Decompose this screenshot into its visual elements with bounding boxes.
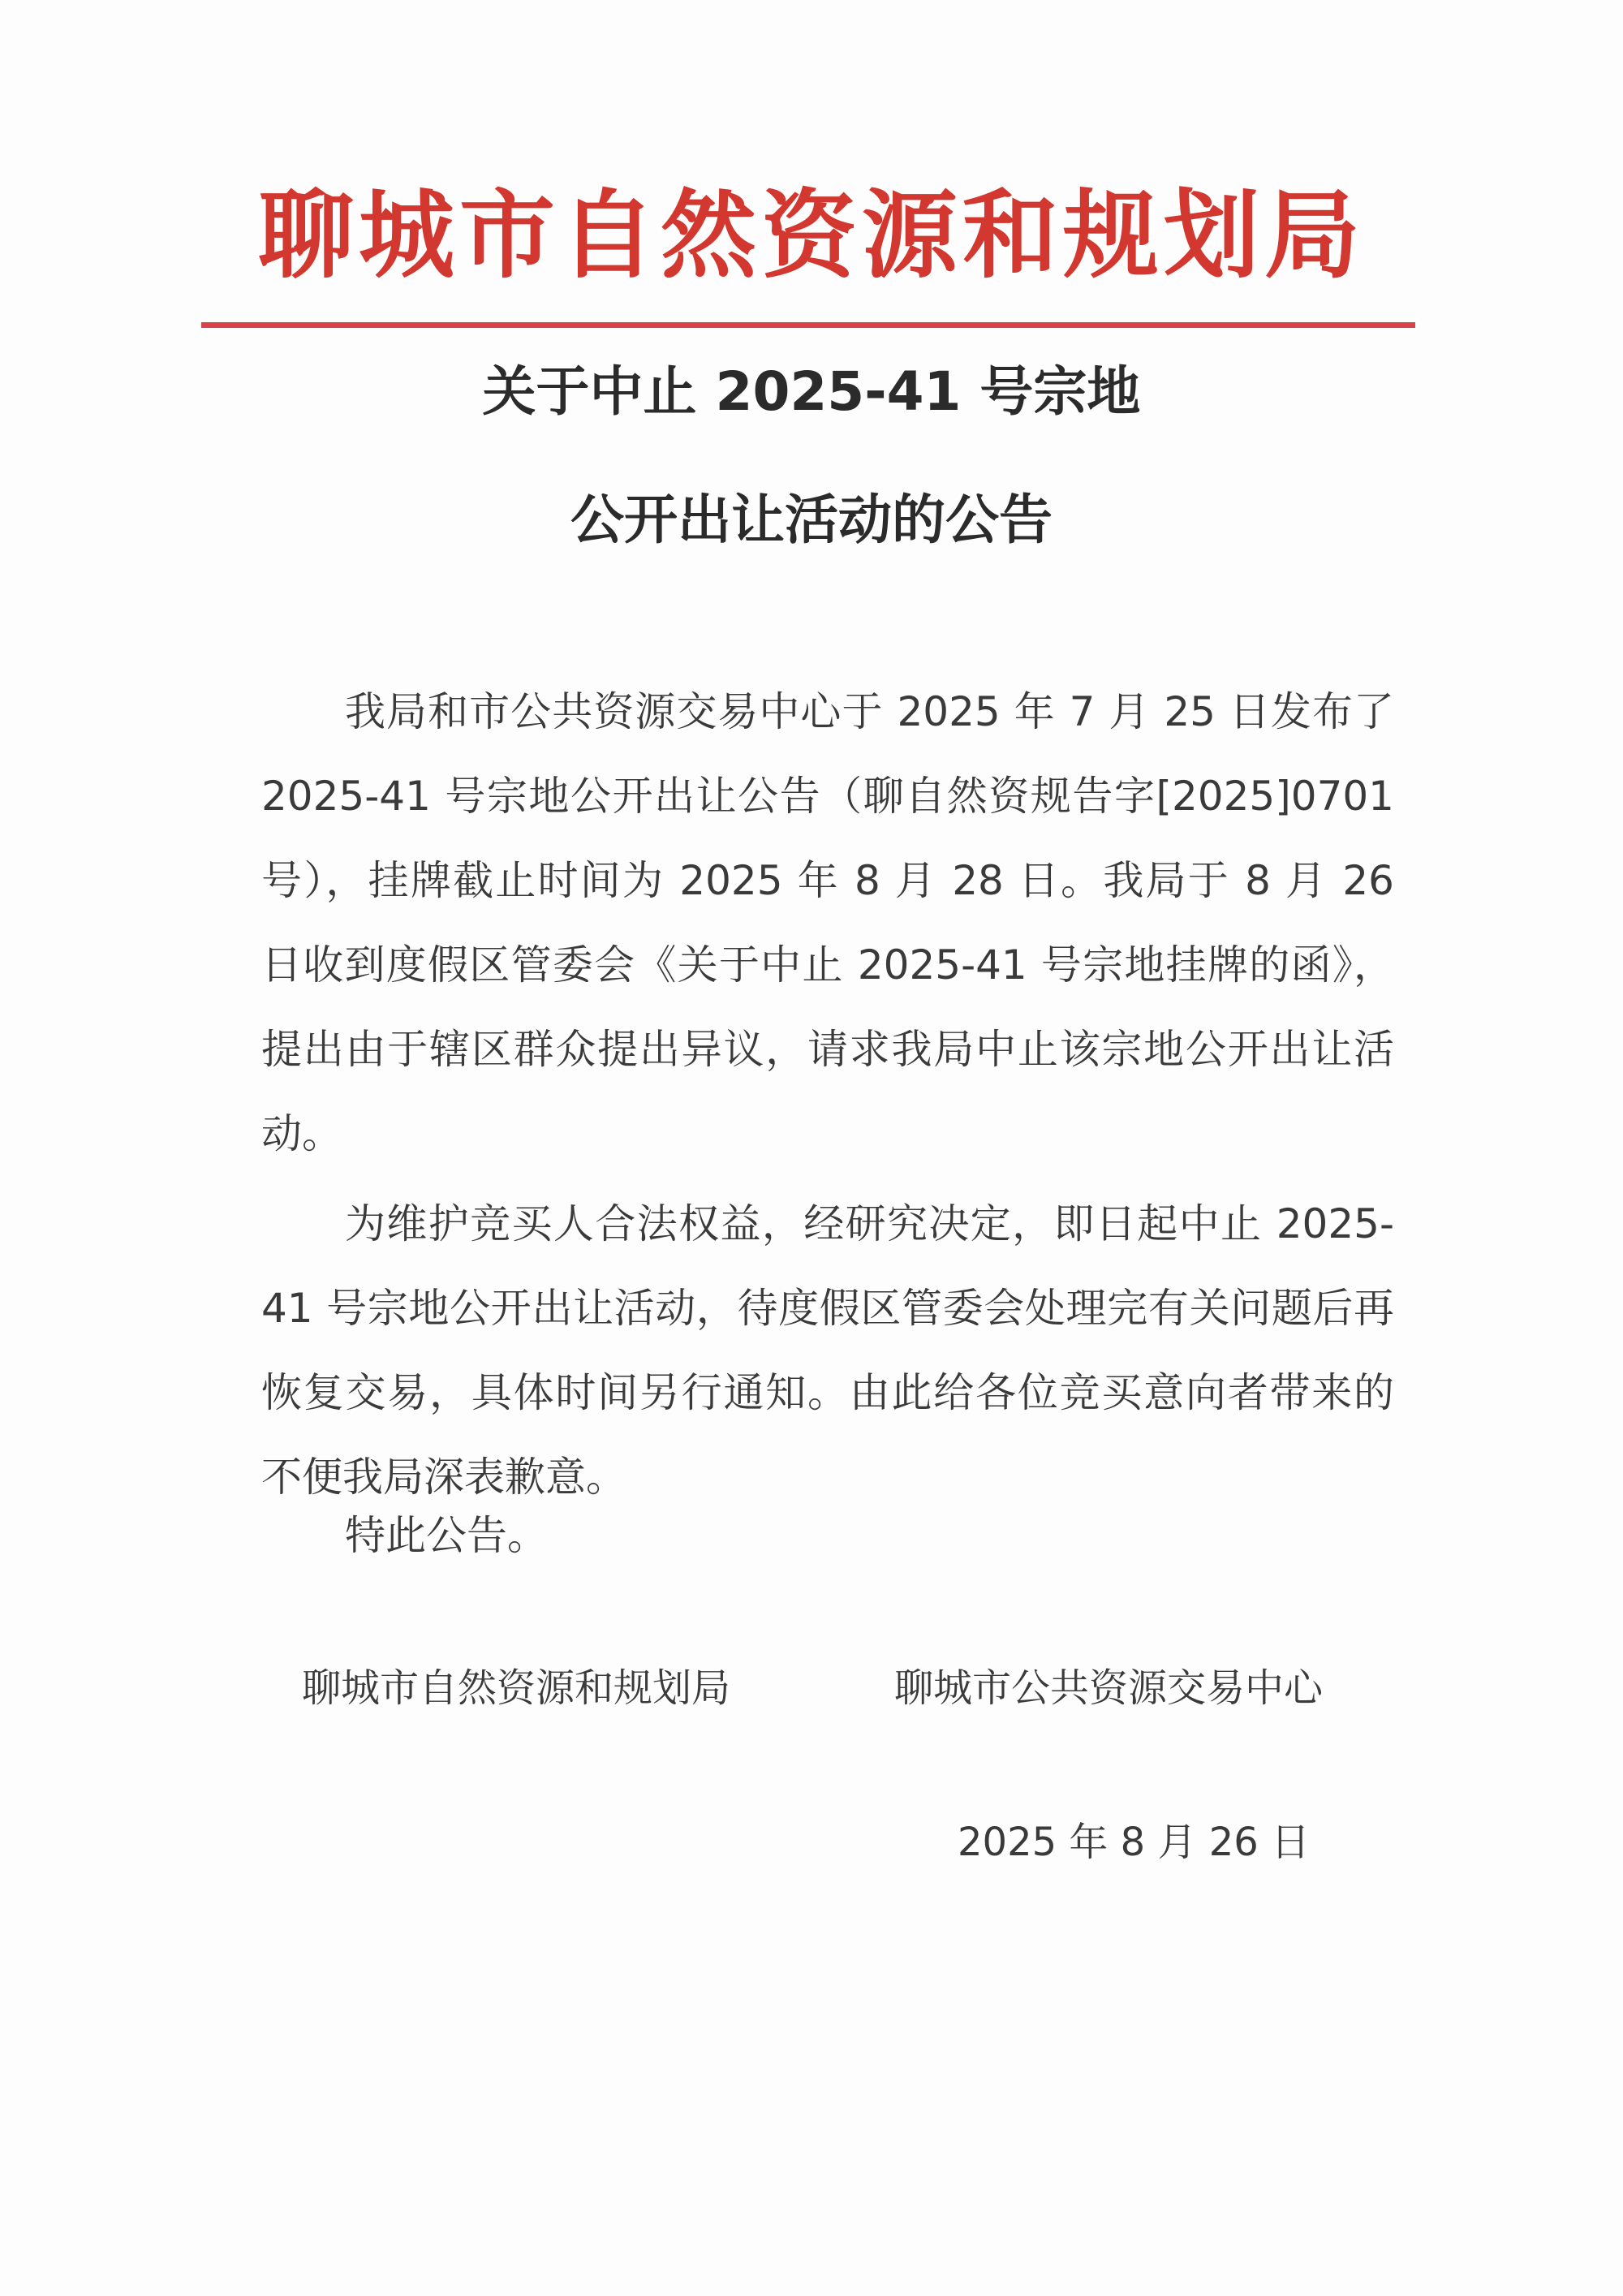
body-paragraph-2: 为维护竞买人合法权益，经研究决定，即日起中止 2025-41 号宗地公开出让活动，待度假区管委会处理完有关问题后再恢复交易，具体时间另行通知。由此给各位竞买意向者带来的不便我局深表歉意。 xyxy=(261,1200,1394,1501)
body-paragraph-2-block xyxy=(261,1182,1394,1519)
body-paragraph-1-block xyxy=(261,670,1394,1176)
signature-public-resources-center: 聊城市公共资源交易中心 xyxy=(894,1665,1324,1711)
issue-date: 2025 年 8 月 26 日 xyxy=(958,1820,1311,1865)
issuing-organization-header: 聊城市自然资源和规划局 xyxy=(257,179,1365,291)
closing-block xyxy=(261,1493,1394,1578)
closing-statement: 特此公告。 xyxy=(345,1512,548,1559)
red-header-rule xyxy=(201,322,1415,328)
signature-natural-resources-bureau: 聊城市自然资源和规划局 xyxy=(302,1665,731,1711)
document-title-line-2: 公开出让活动的公告 xyxy=(570,489,1053,551)
body-paragraph-1: 我局和市公共资源交易中心于 2025 年 7 月 25 日发布了 2025-41 号宗地公开出让公告（聊自然资规告字[2025]0701 号），挂牌截止时间为 2025 年 8 月 28 日。我局于 8 月 26 日收到度假区管委会《关于中止 2025-41 号宗地挂牌的函》，提出由于辖区群众提出异议，请求我局中止该宗地公开出让活动。 xyxy=(261,688,1394,1157)
document-title-line-1: 关于中止 2025-41 号宗地 xyxy=(482,360,1141,423)
